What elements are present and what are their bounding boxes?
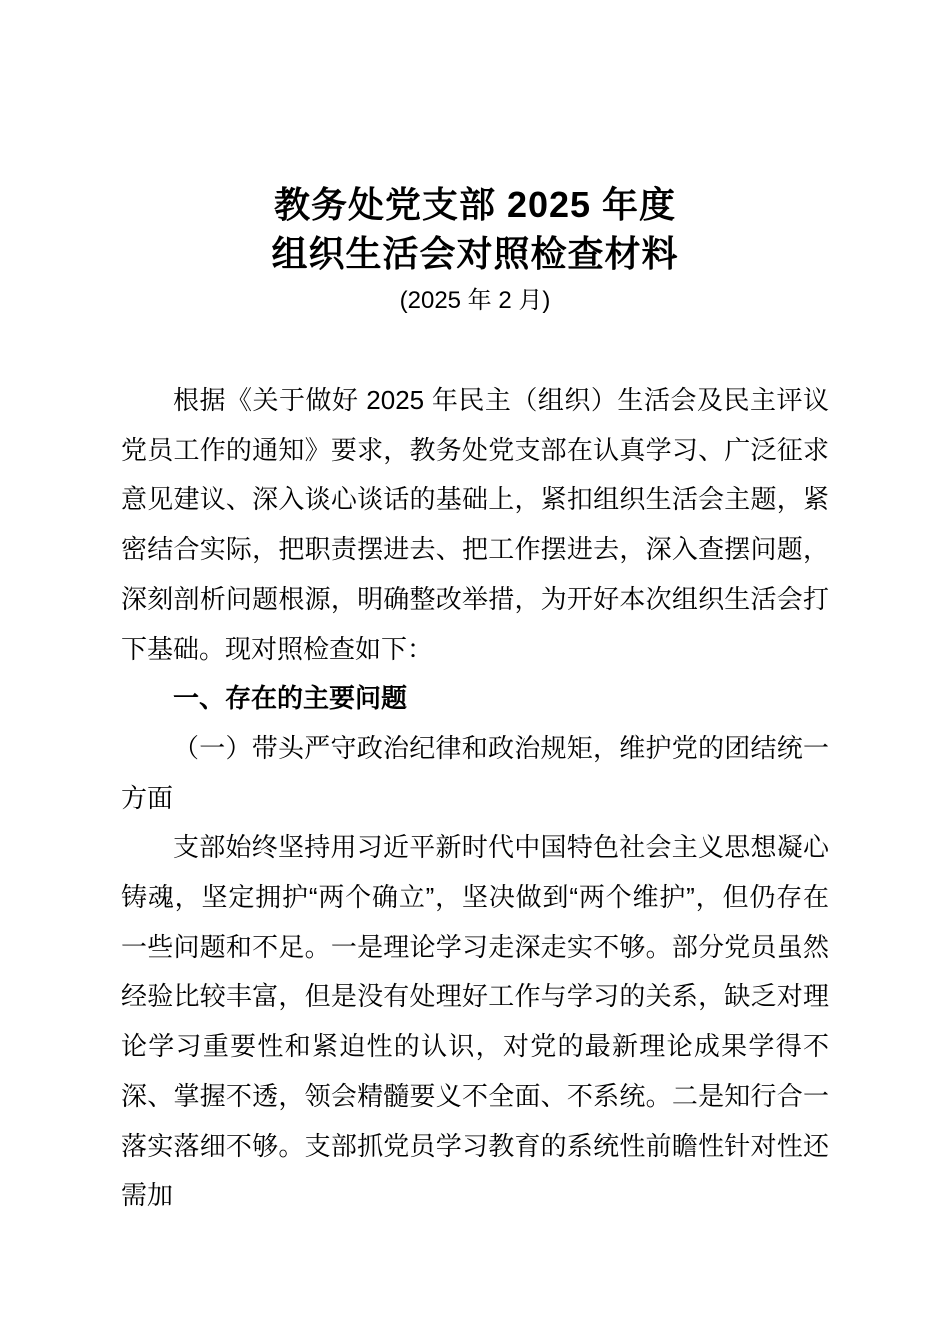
document-title [121,180,829,278]
section-heading-main-problems: 一、存在的主要问题 [173,683,408,714]
document-date: (2025 年 2 月) [399,287,551,314]
document-content [0,180,950,1221]
subsection-heading-political-discipline: （一）带头严守政治纪律和政治规矩，维护党的团结统一方面 [121,732,829,813]
document-title-line-1: 教务处党支部 2025 年度 [273,184,677,225]
document-body [121,376,829,1221]
paragraph-self-examination: 支部始终坚持用习近平新时代中国特色社会主义思想凝心铸魂，坚定拥护“两个确立”，坚决做到“两个维护”，但仍存在一些问题和不足。一是理论学习走深走实不够。部分党员虽然经验比较丰富，但是没有处理好工作与学习的关系，缺乏对理论学习重要性和紧迫性的认识，对党的最新理论成果学得不深、掌握不透，领会精髓要义不全面、不系统。二是知行合一落实落细不够。支部抓党员学习教育的系统性前瞻性针对性还需加 [121,832,829,1211]
paragraph-intro: 根据《关于做好 2025 年民主（组织）生活会及民主评议党员工作的通知》要求，教务处党支部在认真学习、广泛征求意见建议、深入谈心谈话的基础上，紧扣组织生活会主题，紧密结合实际，把职责摆进去、把工作摆进去，深入查摆问题，深刻剖析问题根源，明确整改举措，为开好本次组织生活会打下基础。现对照检查如下： [121,385,829,664]
document-title-line-2: 组织生活会对照检查材料 [271,233,679,274]
